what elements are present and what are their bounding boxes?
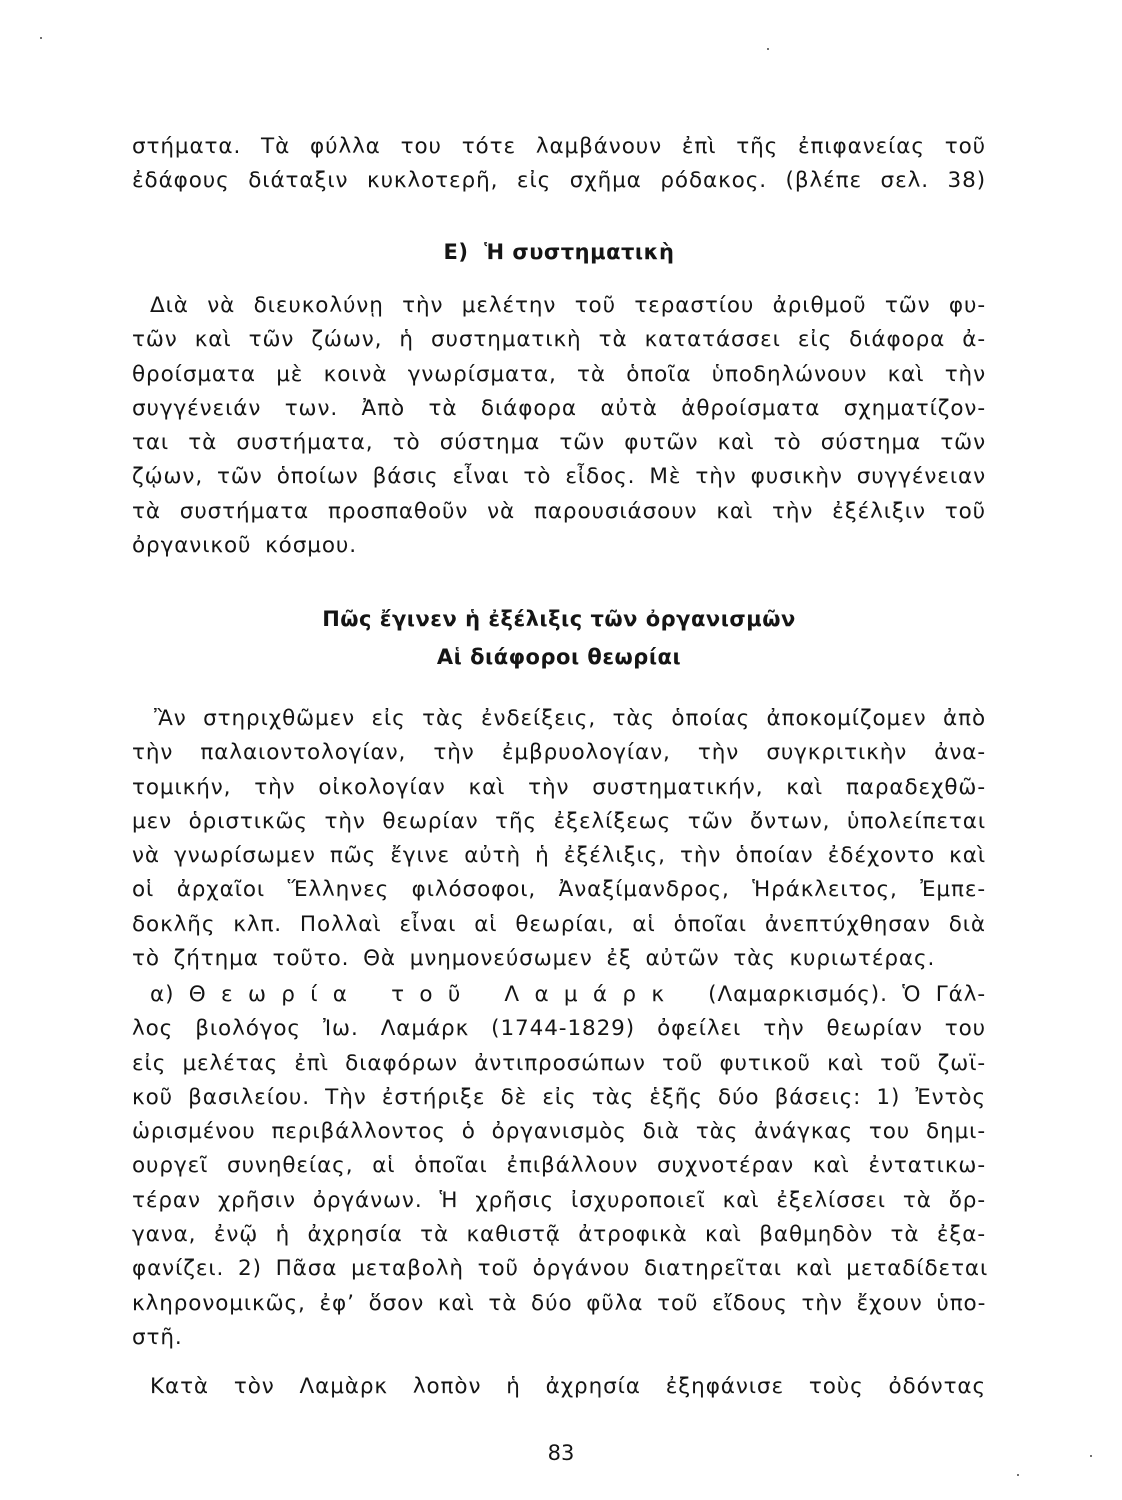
text-line: στήματα. Τὰ φύλλα του τότε λαμβάνουν ἐπὶ τῆς ἐπιφανείας τοῦ bbox=[132, 134, 986, 159]
text-line: στῆ. bbox=[132, 1324, 183, 1350]
section-e-paragraph bbox=[132, 289, 986, 563]
text-line: α) Θ ε ω ρ ί α τ ο ῦ Λ α μ ά ρ κ (Λαμαρκισμός). Ὁ Γάλ- bbox=[150, 982, 986, 1007]
text-line: ται τὰ συστήματα, τὸ σύστημα τῶν φυτῶν καὶ τὸ σύστημα τῶν bbox=[132, 430, 986, 456]
text-line: τῶν καὶ τῶν ζώων, ἡ συστηματικὴ τὰ κατατάσσει εἰς διάφορα ἀ- bbox=[132, 327, 986, 353]
lamarck-paragraph bbox=[132, 978, 989, 1355]
theories-subheading: Αἱ διάφοροι θεωρίαι bbox=[436, 645, 682, 669]
text-line: γανα, ἐνῷ ἡ ἀχρησία τὰ καθιστᾷ ἀτροφικὰ καὶ βαθμηδὸν τὰ ἐξα- bbox=[132, 1222, 986, 1248]
text-line: ουργεῖ συνηθείας, αἱ ὁποῖαι ἐπιβάλλουν συχνοτέραν καὶ ἐντατικω- bbox=[132, 1153, 986, 1179]
text-line: τὴν παλαιοντολογίαν, τὴν ἐμβρυολογίαν, τὴν συγκριτικὴν ἀνα- bbox=[132, 740, 986, 766]
text-line: οἱ ἀρχαῖοι Ἕλληνες φιλόσοφοι, Ἀναξίμανδρος, Ἡράκλειτος, Ἐμπε- bbox=[132, 877, 986, 903]
text-line: τέραν χρῆσιν ὀργάνων. Ἡ χρῆσις ἰσχυροποιεῖ καὶ ἐξελίσσει τὰ ὄρ- bbox=[132, 1187, 986, 1213]
text-line: κοῦ βασιλείου. Τὴν ἐστήριξε δὲ εἰς τὰς ἑξῆς δύο βάσεις: 1) Ἐντὸς bbox=[132, 1084, 986, 1110]
page-number: 83 bbox=[547, 1441, 575, 1465]
text-line: κληρονομικῶς, ἐφ’ ὅσον καὶ τὰ δύο φῦλα τοῦ εἴδους τὴν ἔχουν ὑπο- bbox=[132, 1290, 987, 1316]
scan-speck bbox=[1017, 1474, 1019, 1476]
text-line: ἐδάφους διάταξιν κυκλοτερῆ, εἰς σχῆμα ρόδακος. (βλέπε σελ. 38) bbox=[132, 168, 986, 194]
text-line: τὰ συστήματα προσπαθοῦν νὰ παρουσιάσουν καὶ τὴν ἐξέλιξιν τοῦ bbox=[132, 498, 986, 524]
text-line: φανίζει. 2) Πᾶσα μεταβολὴ τοῦ ὀργάνου διατηρεῖται καὶ μεταδίδεται bbox=[132, 1256, 989, 1282]
text-line: συγγένειάν των. Ἀπὸ τὰ διάφορα αὐτὰ ἀθροίσματα σχηματίζον- bbox=[132, 395, 986, 421]
evolution-paragraph bbox=[132, 702, 986, 976]
scan-speck bbox=[40, 37, 42, 39]
text-line: τομικήν, τὴν οἰκολογίαν καὶ τὴν συστηματικήν, καὶ παραδεχθῶ- bbox=[132, 774, 986, 800]
text-line: εἰς μελέτας ἐπὶ διαφόρων ἀντιπροσώπων τοῦ φυτικοῦ καὶ τοῦ ζωϊ- bbox=[132, 1050, 986, 1076]
text-line: ὡρισμένου περιβάλλοντος ὁ ὀργανισμὸς διὰ τὰς ἀνάγκας του δημι- bbox=[132, 1119, 986, 1145]
text-line: λος βιολόγος Ἰω. Λαμάρκ (1744-1829) ὀφείλει τὴν θεωρίαν του bbox=[132, 1016, 986, 1042]
text-line: ὀργανικοῦ κόσμου. bbox=[132, 533, 357, 559]
text-line: Ἂν στηριχθῶμεν εἰς τὰς ἐνδείξεις, τὰς ὁποίας ἀποκομίζομεν ἀπὸ bbox=[154, 706, 986, 731]
text-line: θροίσματα μὲ κοινὰ γνωρίσματα, τὰ ὁποῖα ὑποδηλώνουν καὶ τὴν bbox=[132, 361, 986, 387]
text-line: Διὰ νὰ διευκολύνῃ τὴν μελέτην τοῦ τεραστίου ἀριθμοῦ τῶν φυ- bbox=[150, 293, 986, 318]
text-line: νὰ γνωρίσωμεν πῶς ἔγινε αὐτὴ ἡ ἐξέλιξις, τὴν ὁποίαν ἐδέχοντο καὶ bbox=[132, 843, 986, 869]
section-e-heading: Ε) Ἡ συστηματικὴ bbox=[443, 240, 675, 264]
text-line: δοκλῆς κλπ. Πολλαὶ εἶναι αἱ θεωρίαι, αἱ ὁποῖαι ἀνεπτύχθησαν διὰ bbox=[132, 911, 986, 937]
text-line: μεν ὁριστικῶς τὴν θεωρίαν τῆς ἐξελίξεως τῶν ὄντων, ὑπολείπεται bbox=[132, 808, 986, 834]
intro-paragraph bbox=[132, 130, 986, 199]
evolution-heading: Πῶς ἔγινεν ἡ ἐξέλιξις τῶν ὀργανισμῶν bbox=[322, 607, 796, 631]
text-line: τὸ ζήτημα τοῦτο. Θὰ μνημονεύσωμεν ἐξ αὐτῶν τὰς κυριωτέρας. bbox=[132, 946, 936, 972]
scan-speck bbox=[767, 48, 769, 50]
text-line: ζῴων, τῶν ὁποίων βάσις εἶναι τὸ εἶδος. Μὲ τὴν φυσικὴν συγγένειαν bbox=[132, 464, 986, 490]
closing-paragraph bbox=[132, 1370, 986, 1404]
text-line: Κατὰ τὸν Λαμὰρκ λοπὸν ἡ ἀχρησία ἐξηφάνισε τοὺς ὀδόντας bbox=[150, 1374, 986, 1399]
